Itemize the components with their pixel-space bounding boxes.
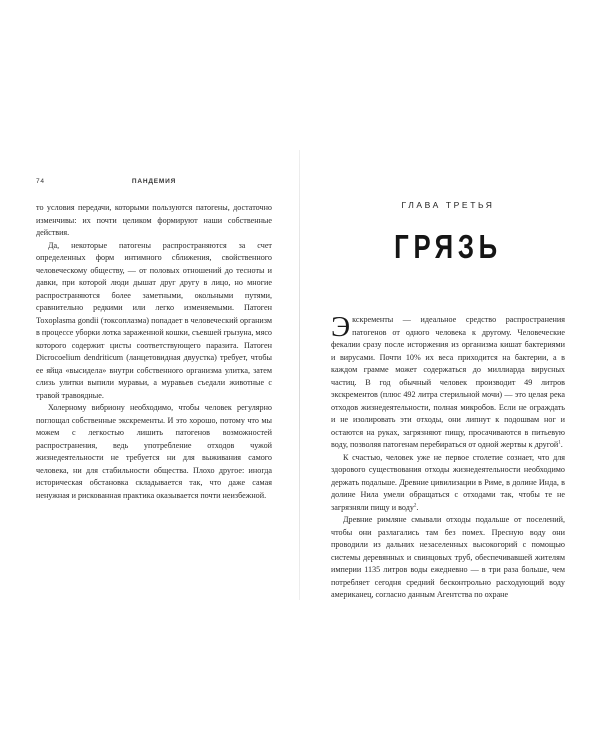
footnote-marker-1: 1	[558, 440, 561, 446]
left-paragraph-2: Да, некоторые патогены распространяются за счет определенных форм интимного сближения, свойственного человеческому обществу, — от половых отношений до тесноты и давки, при которой люди дышат друг другу в лицо, но многие распространяются более заметными, окольными путями, сравнительно редкими или легко изменяемыми. Патоген Toxoplasma gondii (токсоплазма) попадает в человеческий организм в процессе уборки лотка зараженной кошки, съевшей грызуна, мясо которого содержит цисты соответствующего паразита. Патоген Dicrocoelium dendriticum (ланцетовидная двуустка) требует, чтобы ее яйца «высидела» внутри собственного организма улитка, затем слизь улитки выпили муравьи, а муравьев съедали животные с травой травоядные.	[36, 240, 272, 400]
footnote-marker-2: 2	[413, 502, 417, 508]
chapter-title: ГРЯЗЬ	[394, 228, 502, 265]
left-paragraph-3: Холерному вибриону необходимо, чтобы человек регулярно поглощал собственные экскременты. И это хорошо, потому что мы можем с легкостью лишить патогенов возможностей распространения, ведь употребление отходов чужой жизнедеятельности не требуется ни для выживания самого человека, ни для стабильности общества. Плохо другое: иногда историческая обстановка складывается так, что даже самая ненужная и рискованная практика оказывается почти неизбежной.	[36, 403, 272, 500]
right-page	[331, 200, 565, 602]
right-paragraph-1-text: кскременты — идеальное средство распространения патогенов от одного человека к другому. Человеческие фекалии сразу после исторжения из организма кишат бактериями и вирусами. Почти 10% их веса приходится на бактерии, а в каждом грамме может содержаться до миллиарда вирусных частиц. В год обычный человек производит 49 литров экскрементов (плюс 492 литра стерильной мочи) — это целая река отходов жизнедеятельности, полная микробов. Если не ограждать и не изолировать эти отходы, они липнут к подошвам ног и остаются на руках, загрязняют пищу, просачиваются в питьевую воду, позволяя патогенам перебираться от одной жертвы к другой	[331, 315, 565, 449]
book-gutter	[299, 150, 300, 600]
right-paragraph-2: К счастью, человек уже не первое столетие сознает, что для здорового существования отходы жизнедеятельности необходимо держать подальше. Древние цивилизации в Риме, в долине Инда, в долине Нила умели обращаться с отходами так, чтобы те не загрязняли пищу и воду$^2$.	[331, 452, 565, 512]
page-number: 74	[36, 178, 45, 185]
drop-cap: Э	[331, 311, 351, 343]
left-paragraph-1: то условия передачи, которыми пользуются патогены, достаточно изменчивы: их почти целиком формируют наши собственные действия.	[36, 203, 272, 237]
left-page	[36, 178, 272, 502]
running-title: ПАНДЕМИЯ	[131, 178, 177, 185]
running-head	[36, 178, 272, 190]
chapter-label: ГЛАВА ТРЕТЬЯ	[401, 200, 495, 210]
right-paragraph-1: Экскременты — идеальное средство распространения патогенов от одного человека к другому. Человеческие фекалии сразу после исторжения из организма кишат бактериями и вирусами. Почти 10% их веса приходится на бактерии, а в каждом грамме может содержаться до миллиарда вирусных частиц. В год обычный человек производит 49 литров экскрементов (плюс 492 литра стерильной мочи) — это целая река отходов жизнедеятельности, полная микробов. Если не ограждать и не изолировать эти отходы, они липнут к подошвам ног и остаются на руках, загрязняют пищу, просачиваются в питьевую воду, позволяя патогенам перебираться от одной жертвы к другой$^1$.	[331, 311, 565, 449]
right-paragraph-2-text: К счастью, человек уже не первое столетие сознает, что для здорового существования отходы жизнедеятельности необходимо держать подальше. Древние цивилизации в Риме, в долине Инда, в долине Нила умели обращаться с отходами так, чтобы те не загрязняли пищу и воду	[331, 452, 565, 512]
right-paragraph-3: Древние римляне смывали отходы подальше от поселений, чтобы они разлагались там без помех. Пресную воду они проводили из дальних незаселенных высокогорий с помощью системы деревянных и свинцовых труб, обеспечивавшей жителям империи 1135 литров воды ежедневно — в три раза больше, чем потребляет сегодня средний бесконтрольно расходующий воду американец, согласно данным Агентства по охране	[331, 515, 565, 599]
